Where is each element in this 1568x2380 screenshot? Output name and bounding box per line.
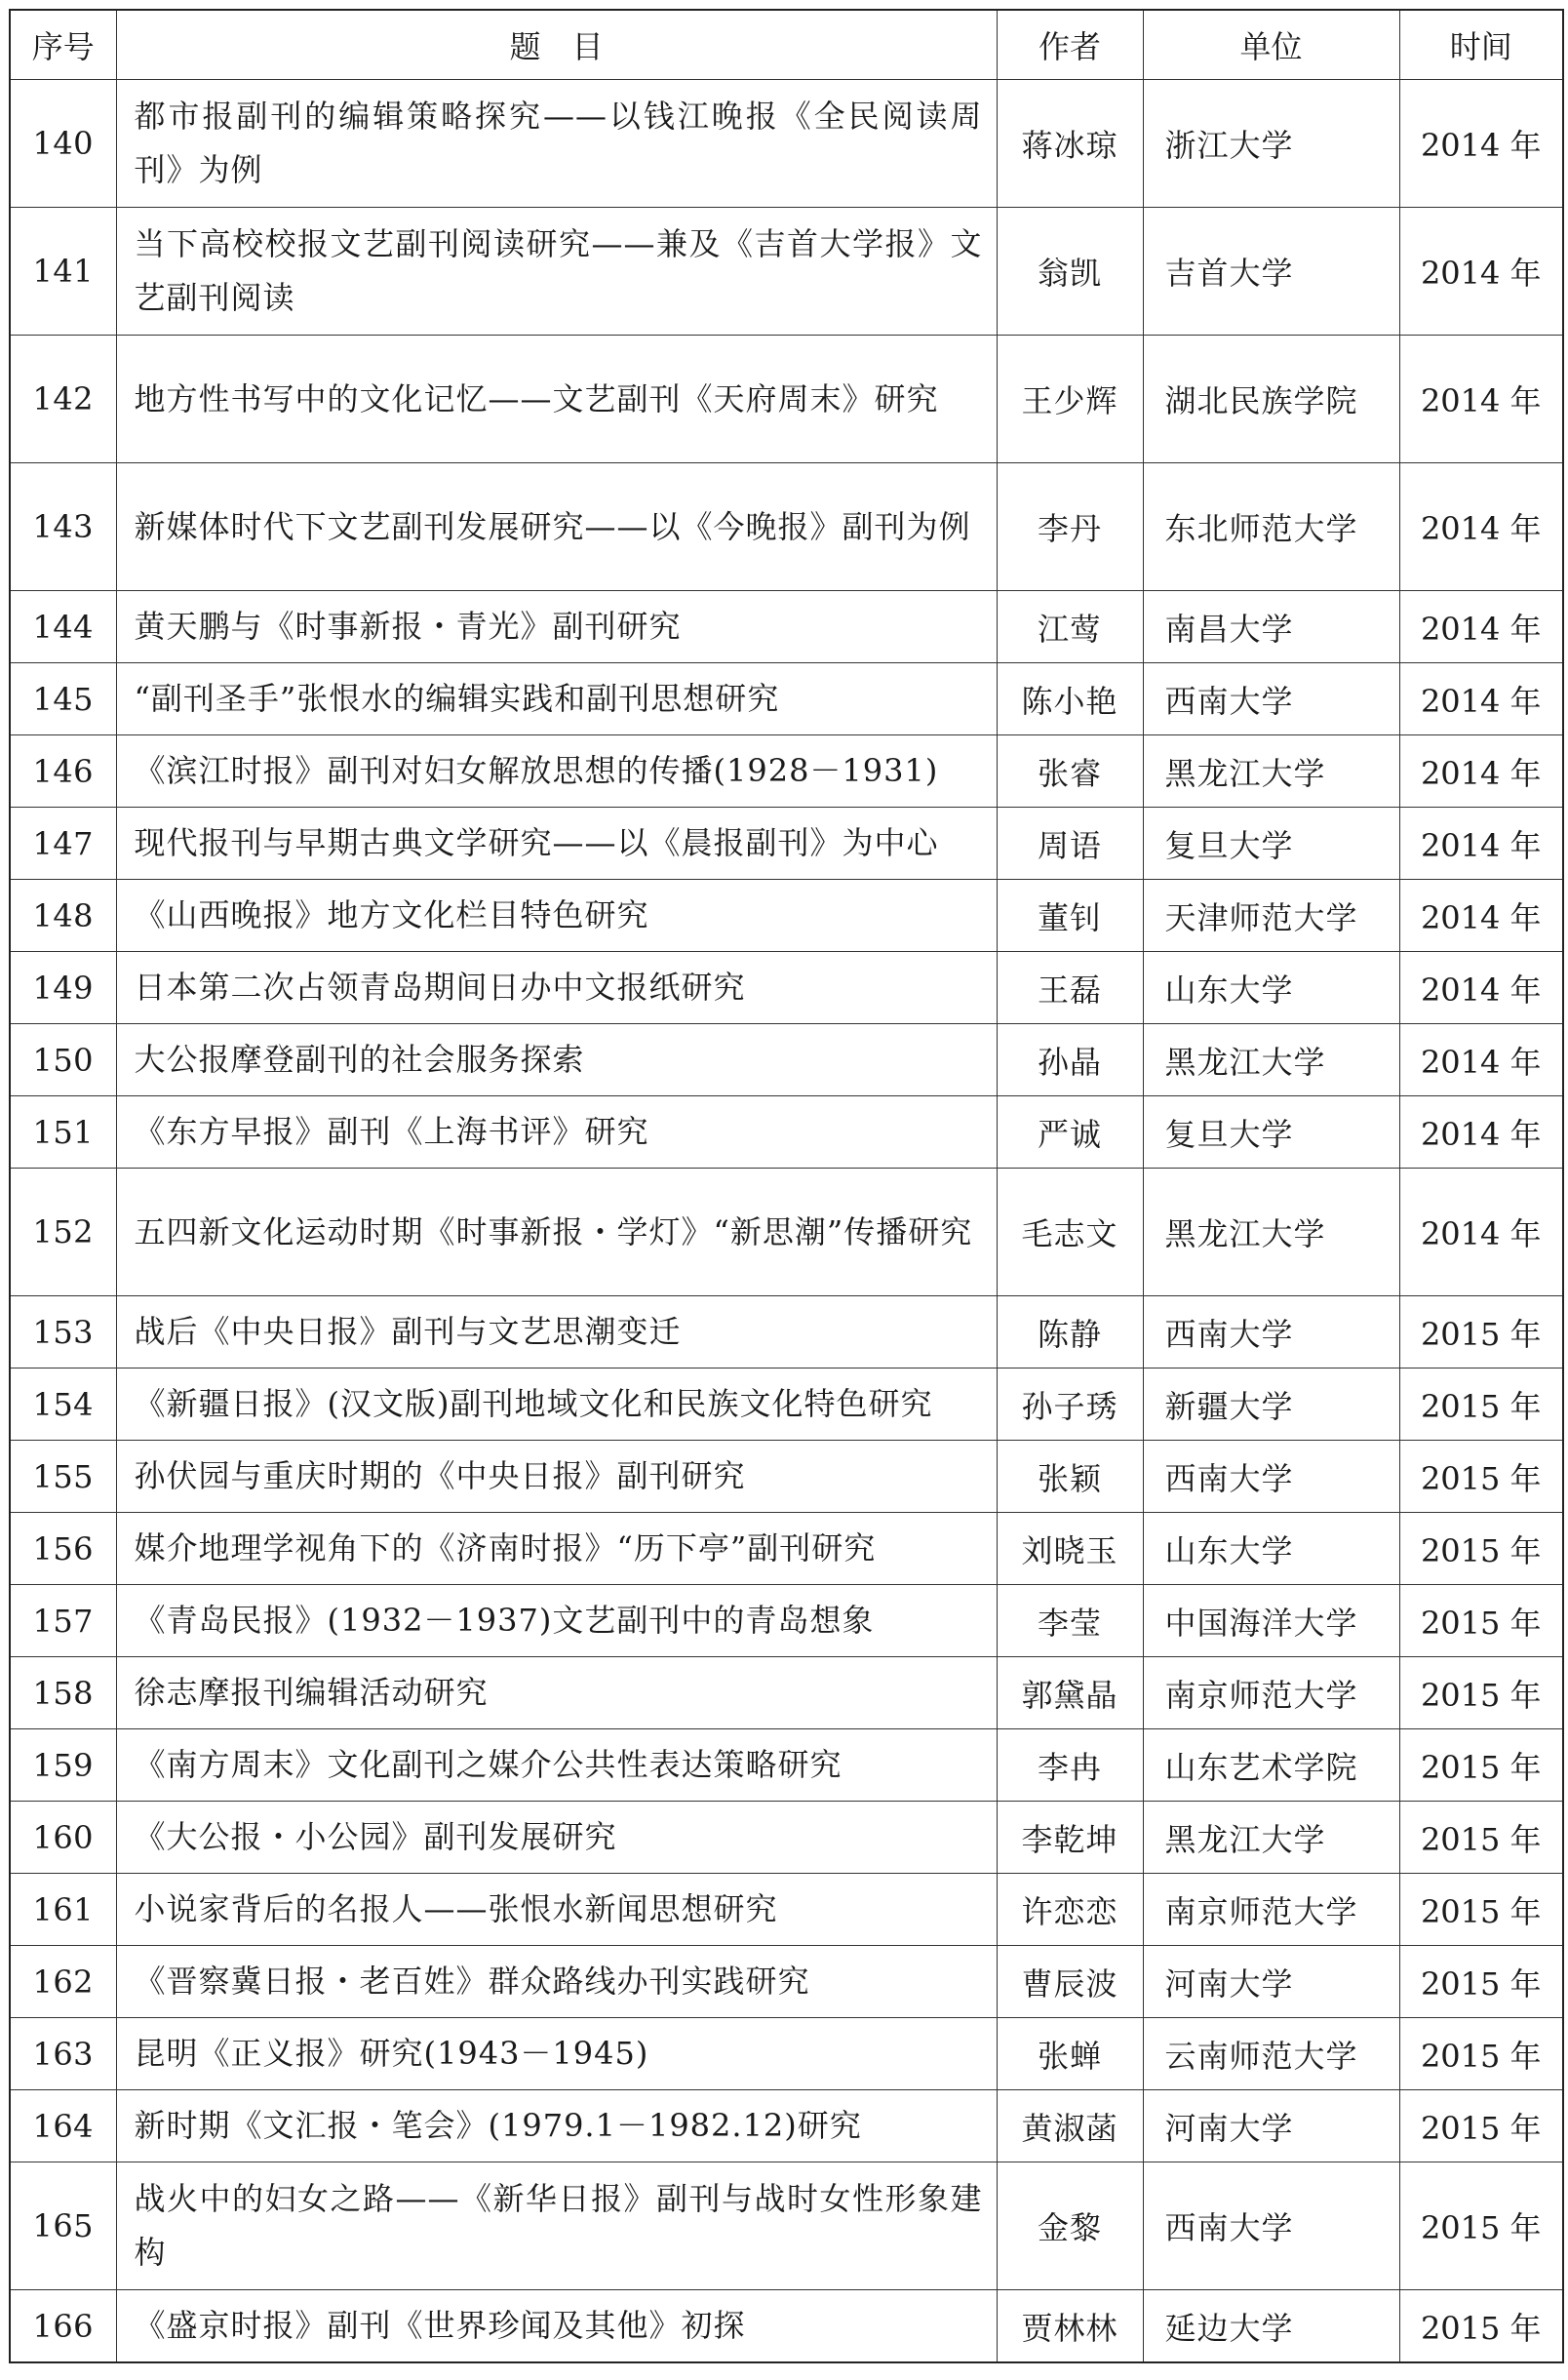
cell-title: 都市报副刊的编辑策略探究——以钱江晚报《全民阅读周刊》为例	[116, 80, 997, 208]
cell-num: 150	[10, 1024, 116, 1096]
cell-time: 2015 年	[1399, 1296, 1563, 1368]
table-row	[10, 2162, 1563, 2290]
cell-author: 张蝉	[997, 2018, 1143, 2090]
cell-time: 2014 年	[1399, 1096, 1563, 1169]
cell-unit: 西南大学	[1143, 1441, 1399, 1513]
cell-num: 161	[10, 1874, 116, 1946]
cell-num: 144	[10, 591, 116, 663]
cell-num: 160	[10, 1802, 116, 1874]
cell-unit: 湖北民族学院	[1143, 336, 1399, 463]
cell-author: 陈小艳	[997, 663, 1143, 735]
cell-author: 贾林林	[997, 2290, 1143, 2363]
cell-unit: 黑龙江大学	[1143, 1802, 1399, 1874]
table-row	[10, 1657, 1563, 1729]
cell-author: 孙子琇	[997, 1368, 1143, 1441]
cell-time: 2015 年	[1399, 1513, 1563, 1585]
cell-num: 149	[10, 952, 116, 1024]
cell-author: 江莺	[997, 591, 1143, 663]
header-num: 序号	[10, 10, 116, 80]
header-unit: 单位	[1143, 10, 1399, 80]
cell-title: 小说家背后的名报人——张恨水新闻思想研究	[116, 1874, 997, 1946]
cell-num: 145	[10, 663, 116, 735]
cell-unit: 延边大学	[1143, 2290, 1399, 2363]
cell-title: 《东方早报》副刊《上海书评》研究	[116, 1096, 997, 1169]
cell-author: 金黎	[997, 2162, 1143, 2290]
table-row	[10, 591, 1563, 663]
cell-time: 2014 年	[1399, 735, 1563, 808]
table-row	[10, 80, 1563, 208]
cell-time: 2015 年	[1399, 2162, 1563, 2290]
cell-author: 王磊	[997, 952, 1143, 1024]
cell-time: 2014 年	[1399, 208, 1563, 336]
cell-unit: 东北师范大学	[1143, 463, 1399, 591]
cell-title: 地方性书写中的文化记忆——文艺副刊《天府周末》研究	[116, 336, 997, 463]
cell-title: 新时期《文汇报・笔会》(1979.1－1982.12)研究	[116, 2090, 997, 2162]
cell-title: 当下高校校报文艺副刊阅读研究——兼及《吉首大学报》文艺副刊阅读	[116, 208, 997, 336]
table-row	[10, 1946, 1563, 2018]
cell-time: 2014 年	[1399, 80, 1563, 208]
cell-title: 孙伏园与重庆时期的《中央日报》副刊研究	[116, 1441, 997, 1513]
cell-num: 152	[10, 1169, 116, 1296]
cell-time: 2015 年	[1399, 1802, 1563, 1874]
cell-num: 148	[10, 880, 116, 952]
cell-time: 2014 年	[1399, 336, 1563, 463]
table-row	[10, 735, 1563, 808]
table-row	[10, 952, 1563, 1024]
cell-title: 《大公报・小公园》副刊发展研究	[116, 1802, 997, 1874]
cell-time: 2014 年	[1399, 1024, 1563, 1096]
cell-author: 黄淑菡	[997, 2090, 1143, 2162]
cell-author: 张睿	[997, 735, 1143, 808]
cell-time: 2015 年	[1399, 2018, 1563, 2090]
cell-time: 2015 年	[1399, 1368, 1563, 1441]
cell-time: 2015 年	[1399, 1874, 1563, 1946]
cell-time: 2014 年	[1399, 1169, 1563, 1296]
cell-unit: 黑龙江大学	[1143, 735, 1399, 808]
cell-title: 《青岛民报》(1932－1937)文艺副刊中的青岛想象	[116, 1585, 997, 1657]
cell-time: 2015 年	[1399, 1585, 1563, 1657]
cell-title: “副刊圣手”张恨水的编辑实践和副刊思想研究	[116, 663, 997, 735]
cell-time: 2015 年	[1399, 2290, 1563, 2363]
cell-unit: 西南大学	[1143, 663, 1399, 735]
cell-time: 2015 年	[1399, 1657, 1563, 1729]
cell-unit: 南昌大学	[1143, 591, 1399, 663]
cell-num: 151	[10, 1096, 116, 1169]
cell-author: 李乾坤	[997, 1802, 1143, 1874]
table-header-row	[10, 10, 1563, 80]
cell-unit: 河南大学	[1143, 2090, 1399, 2162]
cell-unit: 浙江大学	[1143, 80, 1399, 208]
header-title: 题 目	[116, 10, 997, 80]
cell-time: 2015 年	[1399, 1946, 1563, 2018]
cell-unit: 黑龙江大学	[1143, 1169, 1399, 1296]
cell-time: 2014 年	[1399, 663, 1563, 735]
cell-time: 2015 年	[1399, 1729, 1563, 1802]
cell-author: 李莹	[997, 1585, 1143, 1657]
cell-num: 166	[10, 2290, 116, 2363]
cell-author: 王少辉	[997, 336, 1143, 463]
cell-time: 2014 年	[1399, 463, 1563, 591]
table-row	[10, 1296, 1563, 1368]
table-row	[10, 1513, 1563, 1585]
cell-num: 156	[10, 1513, 116, 1585]
cell-author: 严诚	[997, 1096, 1143, 1169]
cell-unit: 山东艺术学院	[1143, 1729, 1399, 1802]
cell-author: 董钊	[997, 880, 1143, 952]
cell-unit: 复旦大学	[1143, 1096, 1399, 1169]
cell-title: 《山西晚报》地方文化栏目特色研究	[116, 880, 997, 952]
cell-unit: 新疆大学	[1143, 1368, 1399, 1441]
table-row	[10, 1802, 1563, 1874]
table-row	[10, 2290, 1563, 2363]
cell-author: 周语	[997, 808, 1143, 880]
cell-title: 新媒体时代下文艺副刊发展研究——以《今晚报》副刊为例	[116, 463, 997, 591]
table-row	[10, 2090, 1563, 2162]
cell-author: 郭黛晶	[997, 1657, 1143, 1729]
cell-time: 2014 年	[1399, 952, 1563, 1024]
cell-unit: 南京师范大学	[1143, 1657, 1399, 1729]
cell-author: 毛志文	[997, 1169, 1143, 1296]
cell-num: 162	[10, 1946, 116, 2018]
table-row	[10, 2018, 1563, 2090]
cell-unit: 吉首大学	[1143, 208, 1399, 336]
header-time: 时间	[1399, 10, 1563, 80]
table-row	[10, 1874, 1563, 1946]
table-row	[10, 1096, 1563, 1169]
cell-num: 158	[10, 1657, 116, 1729]
table-row	[10, 808, 1563, 880]
cell-unit: 复旦大学	[1143, 808, 1399, 880]
table-row	[10, 1169, 1563, 1296]
table-row	[10, 1729, 1563, 1802]
cell-title: 《晋察冀日报・老百姓》群众路线办刊实践研究	[116, 1946, 997, 2018]
cell-title: 战后《中央日报》副刊与文艺思潮变迁	[116, 1296, 997, 1368]
cell-num: 142	[10, 336, 116, 463]
cell-title: 昆明《正义报》研究(1943－1945)	[116, 2018, 997, 2090]
cell-num: 140	[10, 80, 116, 208]
table-row	[10, 336, 1563, 463]
cell-time: 2014 年	[1399, 591, 1563, 663]
table-row	[10, 463, 1563, 591]
cell-author: 曹辰波	[997, 1946, 1143, 2018]
cell-title: 《新疆日报》(汉文版)副刊地域文化和民族文化特色研究	[116, 1368, 997, 1441]
cell-author: 许恋恋	[997, 1874, 1143, 1946]
cell-title: 日本第二次占领青岛期间日办中文报纸研究	[116, 952, 997, 1024]
cell-author: 李丹	[997, 463, 1143, 591]
cell-num: 146	[10, 735, 116, 808]
cell-num: 147	[10, 808, 116, 880]
table-body	[10, 80, 1563, 2363]
cell-author: 刘晓玉	[997, 1513, 1143, 1585]
cell-title: 大公报摩登副刊的社会服务探索	[116, 1024, 997, 1096]
table-row	[10, 880, 1563, 952]
cell-author: 孙晶	[997, 1024, 1143, 1096]
cell-num: 163	[10, 2018, 116, 2090]
cell-unit: 中国海洋大学	[1143, 1585, 1399, 1657]
cell-title: 《盛京时报》副刊《世界珍闻及其他》初探	[116, 2290, 997, 2363]
cell-title: 《滨江时报》副刊对妇女解放思想的传播(1928－1931)	[116, 735, 997, 808]
table-row	[10, 1441, 1563, 1513]
cell-author: 李冉	[997, 1729, 1143, 1802]
cell-title: 战火中的妇女之路——《新华日报》副刊与战时女性形象建构	[116, 2162, 997, 2290]
cell-num: 154	[10, 1368, 116, 1441]
cell-title: 徐志摩报刊编辑活动研究	[116, 1657, 997, 1729]
cell-num: 157	[10, 1585, 116, 1657]
cell-time: 2014 年	[1399, 880, 1563, 952]
cell-time: 2014 年	[1399, 808, 1563, 880]
cell-unit: 黑龙江大学	[1143, 1024, 1399, 1096]
cell-time: 2015 年	[1399, 1441, 1563, 1513]
table-row	[10, 1585, 1563, 1657]
cell-time: 2015 年	[1399, 2090, 1563, 2162]
cell-unit: 南京师范大学	[1143, 1874, 1399, 1946]
cell-title: 现代报刊与早期古典文学研究——以《晨报副刊》为中心	[116, 808, 997, 880]
cell-num: 155	[10, 1441, 116, 1513]
cell-unit: 云南师范大学	[1143, 2018, 1399, 2090]
table-row	[10, 1368, 1563, 1441]
cell-num: 141	[10, 208, 116, 336]
cell-title: 五四新文化运动时期《时事新报・学灯》“新思潮”传播研究	[116, 1169, 997, 1296]
cell-num: 143	[10, 463, 116, 591]
cell-author: 张颖	[997, 1441, 1143, 1513]
header-author: 作者	[997, 10, 1143, 80]
table-row	[10, 208, 1563, 336]
cell-title: 《南方周末》文化副刊之媒介公共性表达策略研究	[116, 1729, 997, 1802]
cell-title: 媒介地理学视角下的《济南时报》“历下亭”副刊研究	[116, 1513, 997, 1585]
thesis-table	[9, 9, 1564, 2363]
cell-unit: 天津师范大学	[1143, 880, 1399, 952]
cell-unit: 河南大学	[1143, 1946, 1399, 2018]
cell-num: 159	[10, 1729, 116, 1802]
cell-title: 黄天鹏与《时事新报・青光》副刊研究	[116, 591, 997, 663]
cell-author: 蒋冰琼	[997, 80, 1143, 208]
table-row	[10, 663, 1563, 735]
cell-unit: 山东大学	[1143, 952, 1399, 1024]
cell-num: 165	[10, 2162, 116, 2290]
cell-num: 164	[10, 2090, 116, 2162]
cell-num: 153	[10, 1296, 116, 1368]
cell-author: 陈静	[997, 1296, 1143, 1368]
table-row	[10, 1024, 1563, 1096]
cell-unit: 西南大学	[1143, 1296, 1399, 1368]
cell-unit: 山东大学	[1143, 1513, 1399, 1585]
cell-author: 翁凯	[997, 208, 1143, 336]
cell-unit: 西南大学	[1143, 2162, 1399, 2290]
